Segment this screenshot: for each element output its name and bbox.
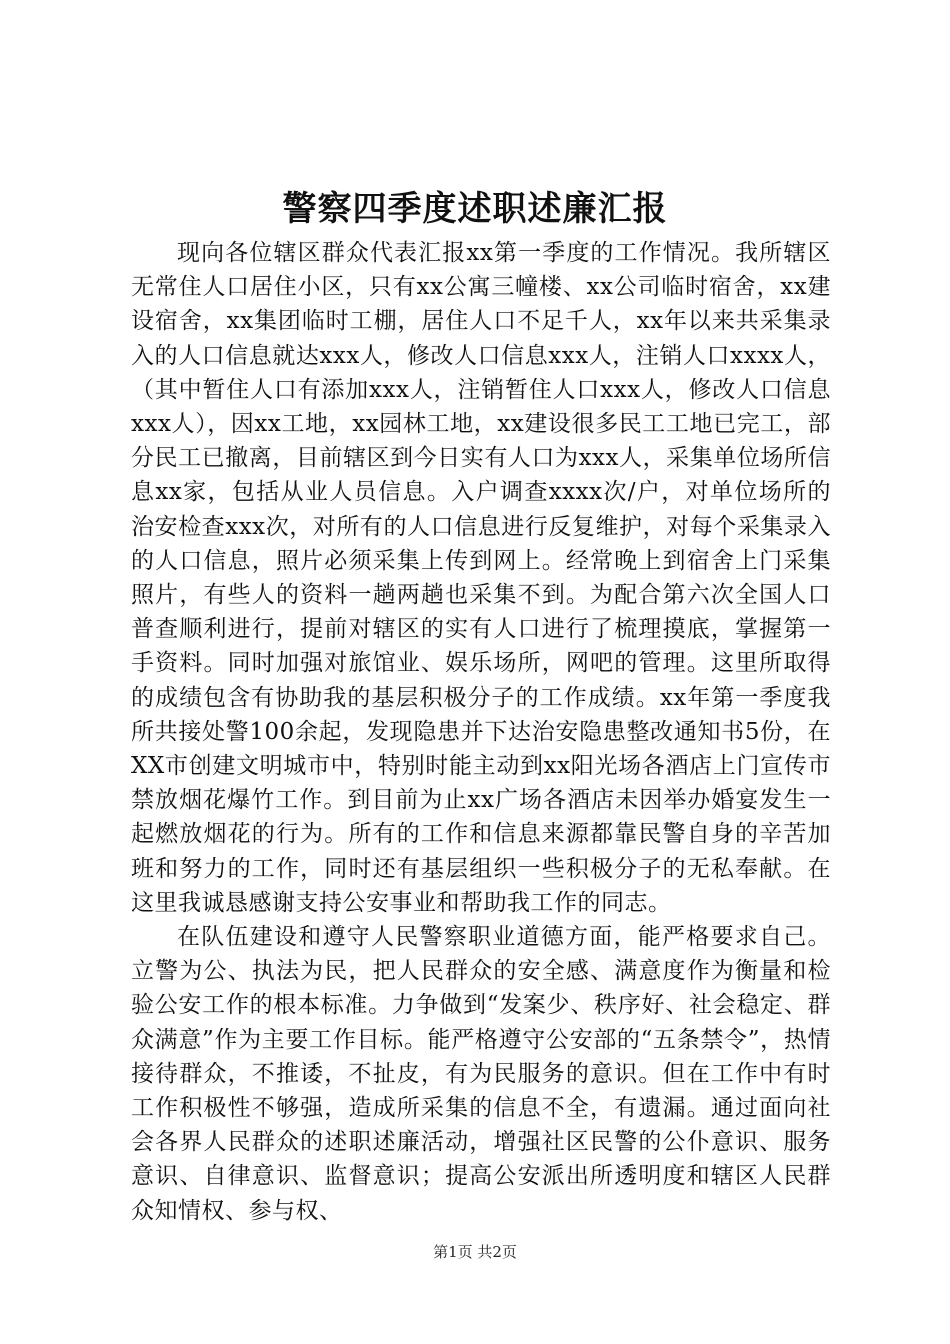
document-title: 警察四季度述职述廉汇报	[282, 189, 668, 229]
page-footer: 第1页 共2页	[433, 1243, 517, 1261]
document-body	[131, 236, 831, 1228]
paragraph-work-report: 现向各位辖区群众代表汇报xx第一季度的工作情况。我所辖区无常住人口居住小区，只有xx公寓三幢楼、xx公司临时宿舍，xx建设宿舍，xx集团临时工棚，居住人口不足千人，xx年以来共采集录入的人口信息就达xxx人，修改人口信息xxx人，注销人口xxxx人，（其中暂住人口有添加xxx人，注销暂住人口xxx人，修改人口信息xxx人），因xx工地，xx园林工地，xx建设很多民工工地已完工，部分民工已撤离，目前辖区到今日实有人口为xxx人，采集单位场所信息xx家，包括从业人员信息。入户调查xxxx次/户，对单位场所的治安检查xxx次，对所有的人口信息进行反复维护，对每个采集录入的人口信息，照片必须采集上传到网上。经常晚上到宿舍上门采集照片，有些人的资料一趟两趟也采集不到。为配合第六次全国人口普查顺利进行，提前对辖区的实有人口进行了梳理摸底，掌握第一手资料。同时加强对旅馆业、娱乐场所，网吧的管理。这里所取得的成绩包含有协助我的基层积极分子的工作成绩。xx年第一季度我所共接处警100余起，发现隐患并下达治安隐患整改通知书5份，在XX市创建文明城市中，特别时能主动到xx阳光场各酒店上门宣传市禁放烟花爆竹工作。到目前为止xx广场各酒店未因举办婚宴发生一起燃放烟花的行为。所有的工作和信息来源都靠民警自身的辛苦加班和努力的工作，同时还有基层组织一些积极分子的无私奉献。在这里我诚恳感谢支持公安事业和帮助我工作的同志。	[131, 240, 831, 916]
paragraph-team-building: 在队伍建设和遵守人民警察职业道德方面，能严格要求自己。立警为公、执法为民，把人民群众的安全感、满意度作为衡量和检验公安工作的根本标准。力争做到“发案少、秩序好、社会稳定、群众满意”作为主要工作目标。能严格遵守公安部的“五条禁令”，热情接待群众，不推诿，不扯皮，有为民服务的意识。但在工作中有时工作积极性不够强，造成所采集的信息不全，有遗漏。通过面向社会各界人民群众的述职述廉活动，增强社区民警的公仆意识、服务意识、自律意识、监督意识；提高公安派出所透明度和辖区人民群众知情权、参与权、	[131, 924, 831, 1224]
